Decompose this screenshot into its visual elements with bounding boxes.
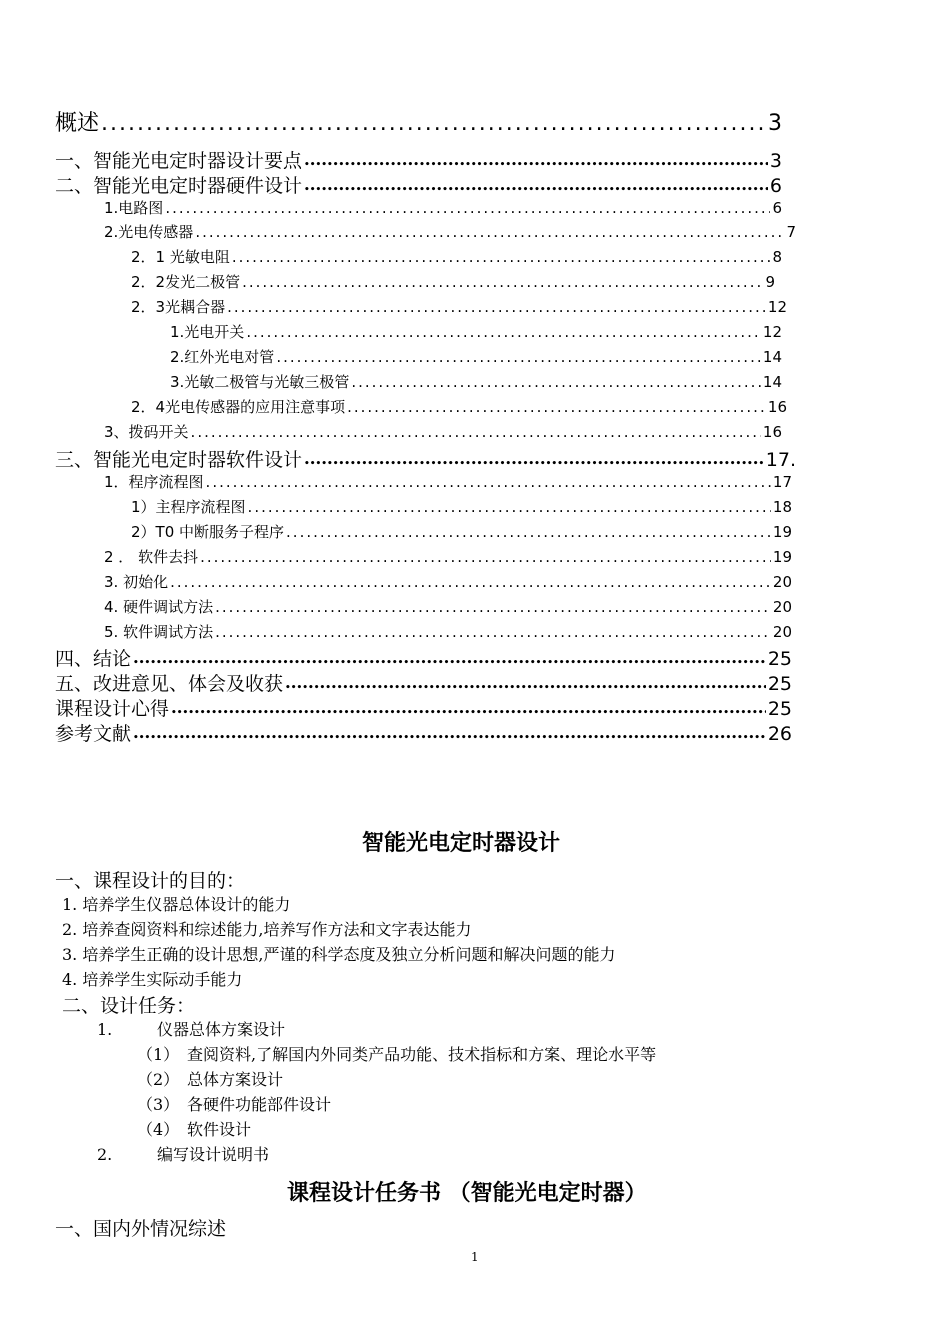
- toc-leader-dots: [171, 698, 766, 720]
- toc-entry-page: 25: [767, 648, 792, 670]
- toc-entry-page: 17.: [765, 449, 796, 471]
- goal-item: [62, 942, 615, 965]
- toc-entry-title: 2．1 光敏电阻: [131, 248, 230, 266]
- goal-item: [62, 892, 290, 915]
- toc-entry: [170, 346, 782, 367]
- toc-entry-page: 17: [772, 473, 792, 491]
- toc-leader-dots: [133, 723, 766, 745]
- section3-title: 一、国内外情况综述: [55, 1218, 227, 1240]
- toc-entry: [104, 471, 792, 492]
- toc-entry-page: 12: [762, 323, 782, 341]
- goal-text: 培养学生正确的设计思想,严谨的科学态度及独立分析问题和解决问题的能力: [82, 945, 616, 964]
- toc-entry-title: 1.光电开关: [170, 323, 245, 341]
- toc-leader-dots: [304, 449, 764, 471]
- toc-entry: [104, 197, 782, 218]
- subtask-item: [137, 1117, 251, 1140]
- toc-entry-title: 课程设计心得: [55, 698, 170, 720]
- toc-entry-title: 1.电路图: [104, 199, 164, 217]
- toc-entry: [104, 221, 796, 242]
- toc-leader-dots: [248, 498, 771, 516]
- goal-text: 培养查阅资料和综述能力,培养写作方法和文字表达能力: [82, 920, 472, 939]
- toc-entry-title: 二、智能光电定时器硬件设计: [55, 175, 303, 197]
- goal-text: 培养学生实际动手能力: [82, 970, 243, 989]
- toc-entry: [55, 106, 782, 137]
- toc-entry-page: 16: [767, 398, 787, 416]
- subtask-text: 软件设计: [187, 1120, 252, 1139]
- toc-entry-page: 18: [772, 498, 792, 516]
- toc-entry-page: 14: [762, 373, 782, 391]
- main-title: 智能光电定时器设计: [362, 831, 561, 856]
- toc-entry-title: 1．程序流程图: [104, 473, 204, 491]
- subtask-text: 各硬件功能部件设计: [187, 1095, 332, 1114]
- toc-leader-dots: [206, 473, 771, 491]
- toc-entry: [131, 246, 782, 267]
- toc-entry-page: 6: [772, 199, 782, 217]
- toc-entry-title: 概述: [55, 111, 100, 136]
- toc-entry-title: 4. 硬件调试方法: [104, 598, 214, 616]
- task-number: 1.: [97, 1020, 113, 1039]
- toc-entry-page: 9: [765, 273, 775, 291]
- toc-entry: [104, 546, 792, 567]
- goal-number: 1.: [62, 895, 78, 914]
- toc-entry-title: 1）主程序流程图: [131, 498, 246, 516]
- toc-entry: [170, 321, 782, 342]
- toc-leader-dots: [215, 598, 771, 616]
- toc-entry-title: 四、结论: [55, 648, 132, 670]
- toc-entry-page: 3: [768, 111, 782, 136]
- goal-text: 培养学生仪器总体设计的能力: [82, 895, 291, 914]
- toc-entry-title: 2.红外光电对管: [170, 348, 275, 366]
- task-item: [97, 1017, 285, 1040]
- toc-entry-title: 2．2发光二极管: [131, 273, 241, 291]
- toc-entry: [131, 271, 775, 292]
- subtask-number: （3）: [137, 1095, 180, 1114]
- toc-entry: [170, 371, 782, 392]
- page-number: 1: [471, 1250, 479, 1264]
- toc-entry-title: 一、智能光电定时器设计要点: [55, 150, 303, 172]
- toc-entry-title: 3.光敏二极管与光敏三极管: [170, 373, 350, 391]
- toc-leader-dots: [286, 523, 771, 541]
- toc-leader-dots: [304, 175, 768, 197]
- toc-leader-dots: [304, 150, 768, 172]
- toc-entry-page: 20: [772, 598, 792, 616]
- toc-entry-page: 16: [762, 423, 782, 441]
- subtask-item: [137, 1042, 656, 1065]
- toc-entry-title: 2．4光电传感器的应用注意事项: [131, 398, 346, 416]
- toc-leader-dots: [195, 223, 784, 241]
- task-number: 2.: [97, 1145, 113, 1164]
- toc-entry-title: 2．3光耦合器: [131, 298, 226, 316]
- toc-entry-page: 20: [772, 623, 792, 641]
- toc-entry: [104, 421, 782, 442]
- toc-leader-dots: [165, 199, 770, 217]
- goal-number: 4.: [62, 970, 78, 989]
- subtask-item: [137, 1092, 331, 1115]
- toc-entry-page: 19: [772, 523, 792, 541]
- toc-leader-dots: [232, 248, 771, 266]
- section2-title: 二、设计任务：: [62, 995, 196, 1017]
- toc-entry: [55, 445, 796, 472]
- toc-entry-page: 20: [772, 573, 792, 591]
- toc-leader-dots: [246, 323, 761, 341]
- toc-entry-title: 五、改进意见、体会及收获: [55, 673, 284, 695]
- toc-entry-page: 25: [767, 698, 792, 720]
- toc-entry-page: 12: [767, 298, 787, 316]
- toc-leader-dots: [276, 348, 761, 366]
- toc-entry-title: 3. 初始化: [104, 573, 169, 591]
- toc-entry-page: 25: [767, 673, 792, 695]
- subtask-number: （1）: [137, 1045, 180, 1064]
- toc-entry: [104, 596, 792, 617]
- toc-entry-page: 8: [772, 248, 782, 266]
- subtask-number: （4）: [137, 1120, 180, 1139]
- goal-number: 3.: [62, 945, 78, 964]
- subtask-text: 查阅资料,了解国内外同类产品功能、技术指标和方案、理论水平等: [187, 1045, 657, 1064]
- goal-number: 2.: [62, 920, 78, 939]
- toc-entry-title: 参考文献: [55, 723, 132, 745]
- toc-entry-page: 6: [769, 175, 782, 197]
- toc-entry: [131, 521, 792, 542]
- toc-entry-page: 14: [762, 348, 782, 366]
- task-text: 编写设计说明书: [157, 1145, 270, 1164]
- toc-entry: [55, 669, 792, 696]
- subtask-number: （2）: [137, 1070, 180, 1089]
- toc-entry: [55, 146, 782, 173]
- toc-entry: [131, 296, 787, 317]
- task-item: [97, 1142, 269, 1165]
- toc-leader-dots: [101, 111, 766, 136]
- toc-leader-dots: [347, 398, 766, 416]
- task-book-title: 课程设计任务书 （智能光电定时器）: [287, 1181, 647, 1206]
- toc-leader-dots: [200, 548, 771, 566]
- toc-leader-dots: [170, 573, 771, 591]
- toc-entry-page: 19: [772, 548, 792, 566]
- subtask-item: [137, 1067, 283, 1090]
- toc-leader-dots: [285, 673, 766, 695]
- toc-entry-title: 5. 软件调试方法: [104, 623, 214, 641]
- toc-entry: [131, 496, 792, 517]
- toc-entry: [55, 171, 782, 198]
- toc-entry-page: 7: [786, 223, 796, 241]
- subtask-text: 总体方案设计: [187, 1070, 284, 1089]
- toc-leader-dots: [133, 648, 766, 670]
- toc-entry: [55, 644, 792, 671]
- toc-entry: [104, 621, 792, 642]
- toc-entry-page: 26: [767, 723, 792, 745]
- toc-entry-title: 2 ． 软件去抖: [104, 548, 199, 566]
- goal-item: [62, 967, 242, 990]
- toc-entry-title: 2.光电传感器: [104, 223, 194, 241]
- goal-item: [62, 917, 471, 940]
- toc-leader-dots: [351, 373, 761, 391]
- toc-entry: [55, 719, 792, 746]
- toc-entry-title: 三、智能光电定时器软件设计: [55, 449, 303, 471]
- toc-leader-dots: [227, 298, 766, 316]
- toc-entry-title: 3、拨码开关: [104, 423, 189, 441]
- section1-title: 一、课程设计的目的：: [55, 870, 246, 892]
- toc-entry: [131, 396, 787, 417]
- toc-entry: [55, 694, 792, 721]
- toc-entry-page: 3: [769, 150, 782, 172]
- toc-entry: [104, 571, 792, 592]
- toc-leader-dots: [242, 273, 763, 291]
- toc-leader-dots: [215, 623, 771, 641]
- task-text: 仪器总体方案设计: [157, 1020, 286, 1039]
- toc-leader-dots: [191, 423, 761, 441]
- toc-entry-title: 2）T0 中断服务子程序: [131, 523, 285, 541]
